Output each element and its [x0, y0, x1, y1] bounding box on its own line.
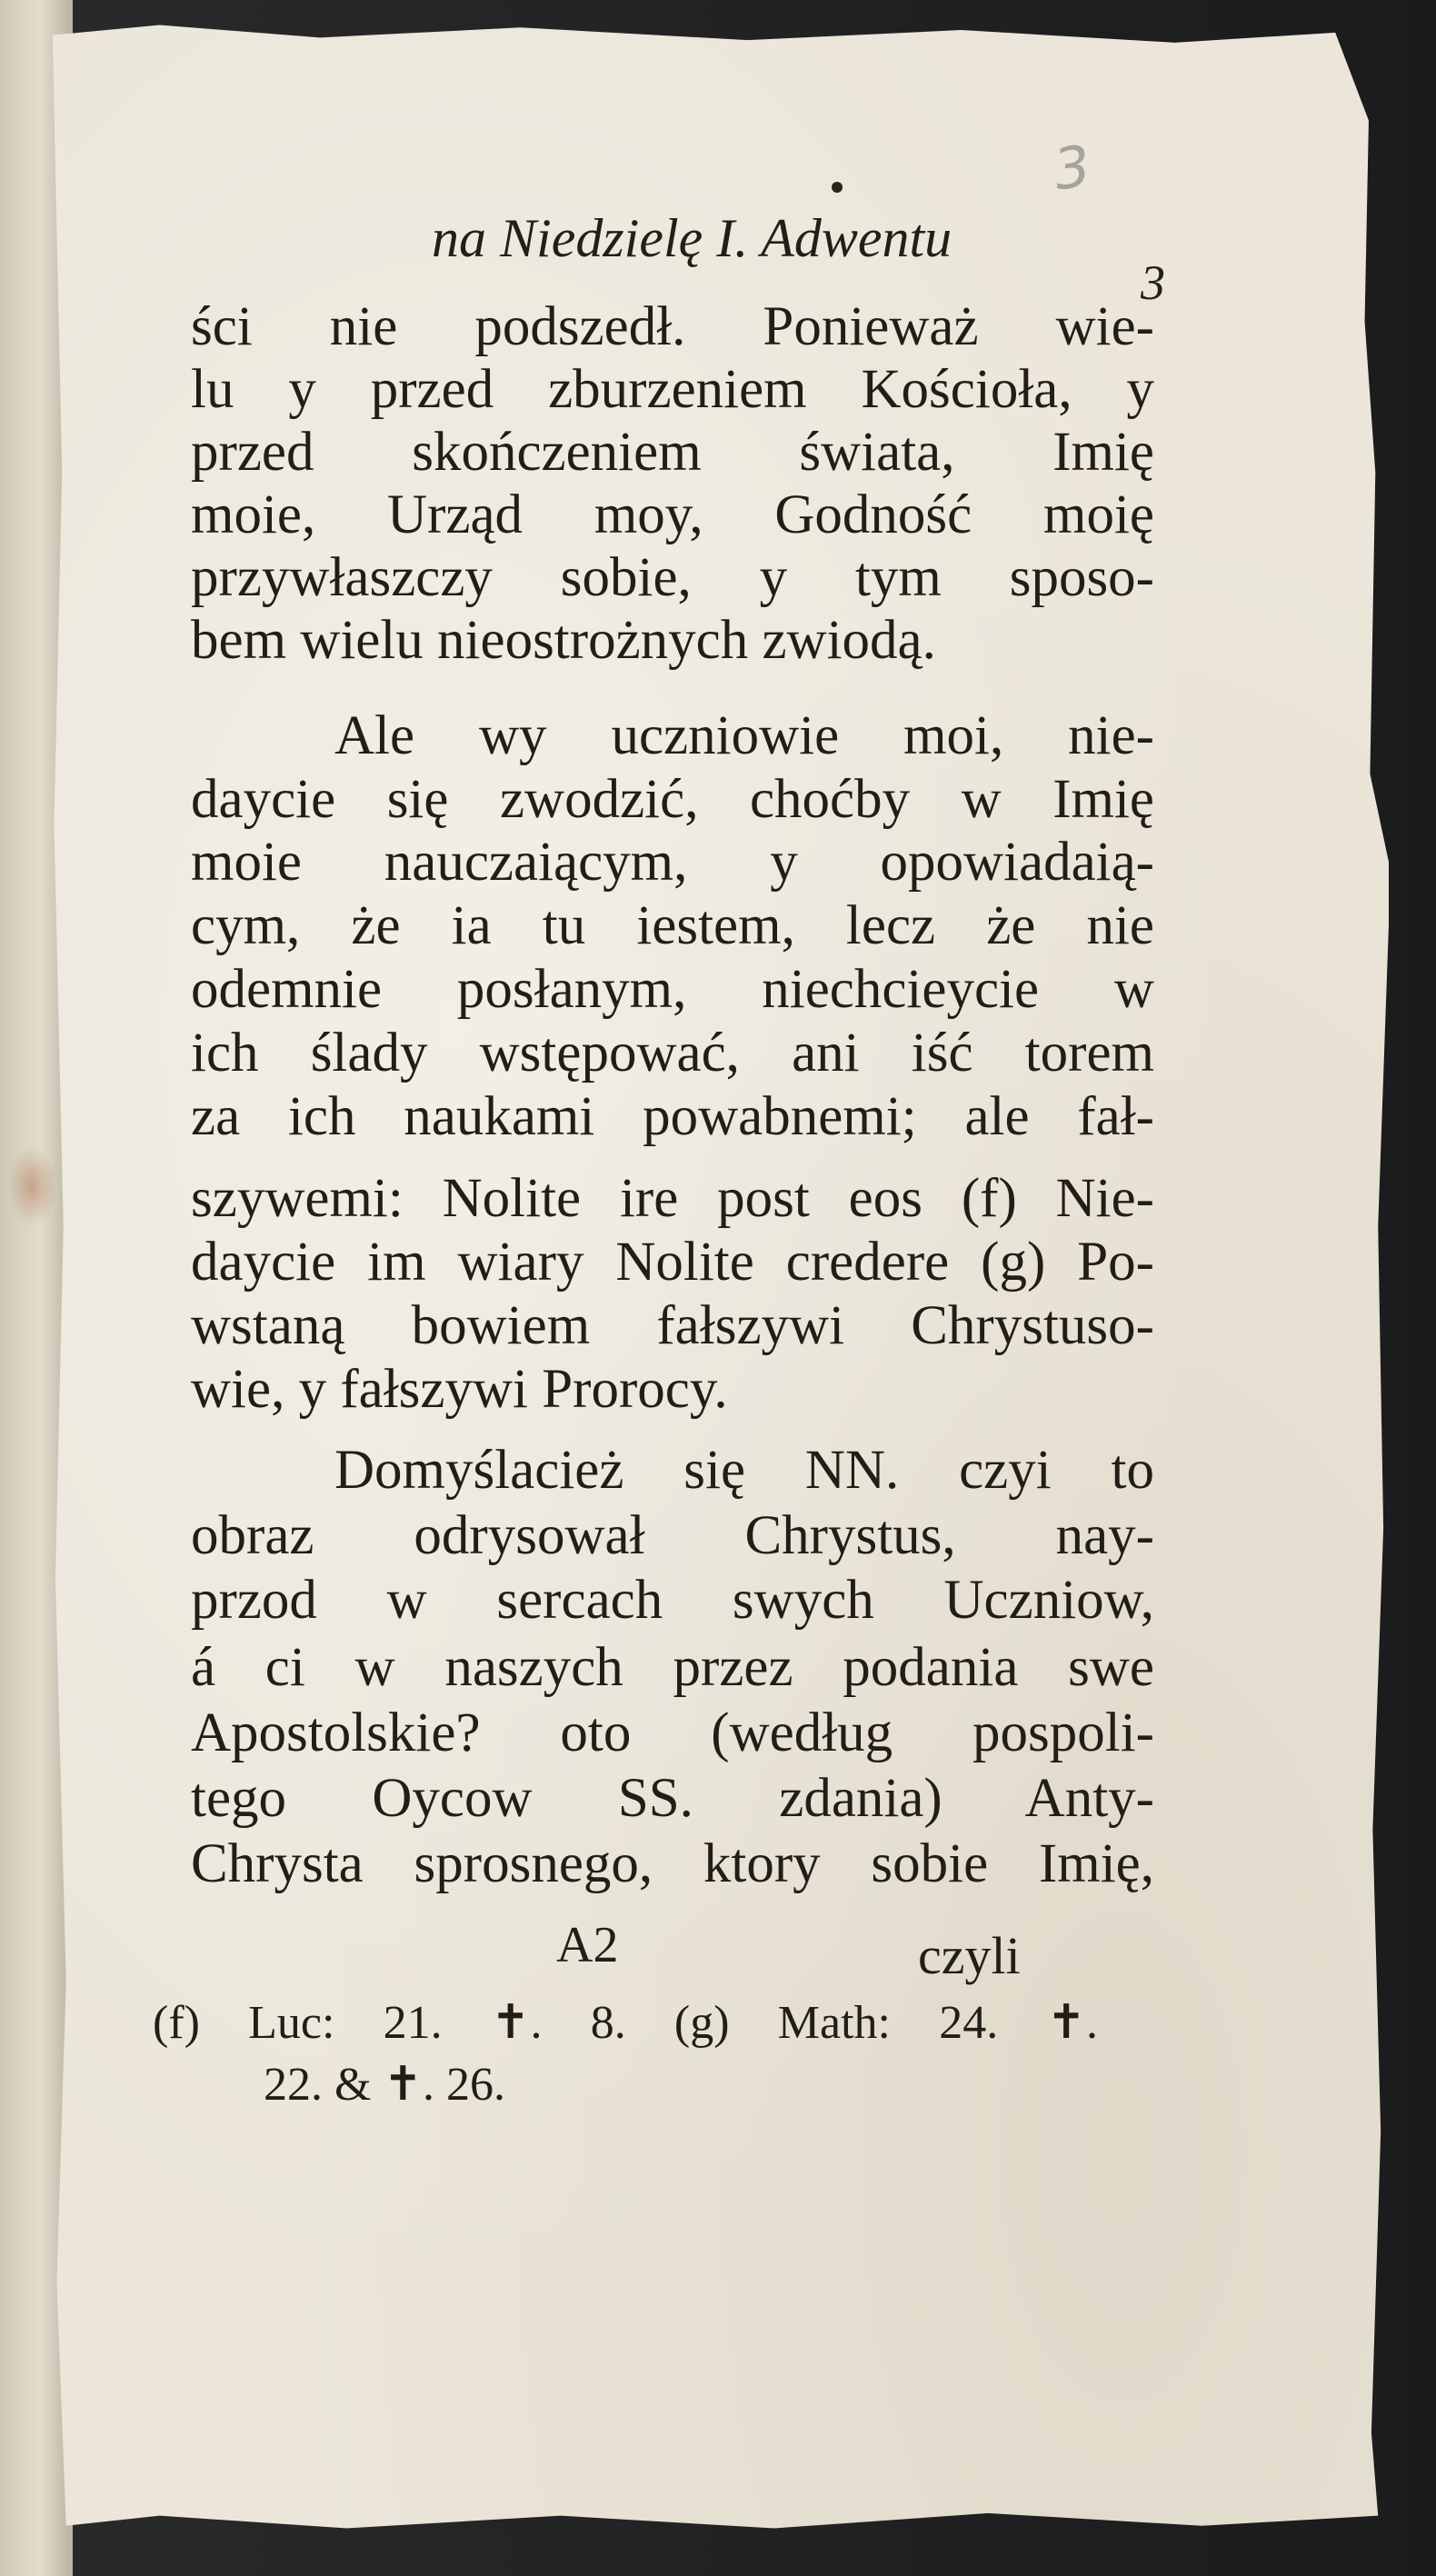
footnote-line: (f) Luc: 21. ✝. 8. (g) Math: 24. ✝. [153, 1997, 1098, 2049]
text-line: lu y przed zburzeniem Kościoła, y [191, 359, 1154, 420]
footnote-line: 22. & ✝. 26. [264, 2059, 506, 2111]
text-line: za ich naukami powabnemi; ale fał- [191, 1086, 1154, 1147]
text-line: przod w sercach swych Uczniow, [191, 1570, 1154, 1631]
running-title: na Niedzielę I. Adwentu [432, 208, 952, 268]
catchword: czyli [918, 1926, 1021, 1985]
text-line: przywłaszczy sobie, y tym sposo- [191, 547, 1154, 608]
text-line: wstaną bowiem fałszywi Chrystuso- [191, 1295, 1154, 1356]
text-line: tego Oycow SS. zdania) Anty- [191, 1768, 1154, 1829]
text-line: wie, y fałszywi Prorocy. [191, 1359, 728, 1420]
text-line: moie, Urząd moy, Godność moię [191, 484, 1154, 545]
text-line: cym, że ia tu iestem, lecz że nie [191, 895, 1154, 956]
text-line: Ale wy uczniowie moi, nie- [334, 705, 1154, 766]
text-line: przed skończeniem świata, Imię [191, 422, 1154, 483]
text-line: Domyślacież się NN. czyi to [334, 1440, 1154, 1501]
text-line: szywemi: Nolite ire post eos (f) Nie- [191, 1168, 1154, 1229]
text-line: daycie im wiary Nolite credere (g) Po- [191, 1232, 1154, 1293]
text-line: ści nie podszedł. Ponieważ wie- [191, 296, 1154, 357]
text-line: Apostolskie? oto (według pospoli- [191, 1702, 1154, 1763]
signature-mark: A2 [556, 1917, 619, 1973]
text-line: á ci w naszych przez podania swe [191, 1637, 1154, 1698]
text-line: moie nauczaiącym, y opowiadaią- [191, 832, 1154, 893]
text-line: bem wielu nieostrożnych zwiodą. [191, 610, 936, 671]
pencil-folio-number: 3 [1050, 132, 1095, 204]
page-number: 3 [1141, 255, 1165, 310]
ink-dot [832, 182, 843, 193]
text-line: ich ślady wstępować, ani iść torem [191, 1023, 1154, 1083]
text-line: daycie się zwodzić, choćby w Imię [191, 769, 1154, 830]
text-line: odemnie posłanym, niechcieycie w [191, 959, 1154, 1020]
text-line: obraz odrysował Chrystus, nay- [191, 1505, 1154, 1566]
text-line: Chrysta sprosnego, ktory sobie Imię, [191, 1833, 1154, 1894]
